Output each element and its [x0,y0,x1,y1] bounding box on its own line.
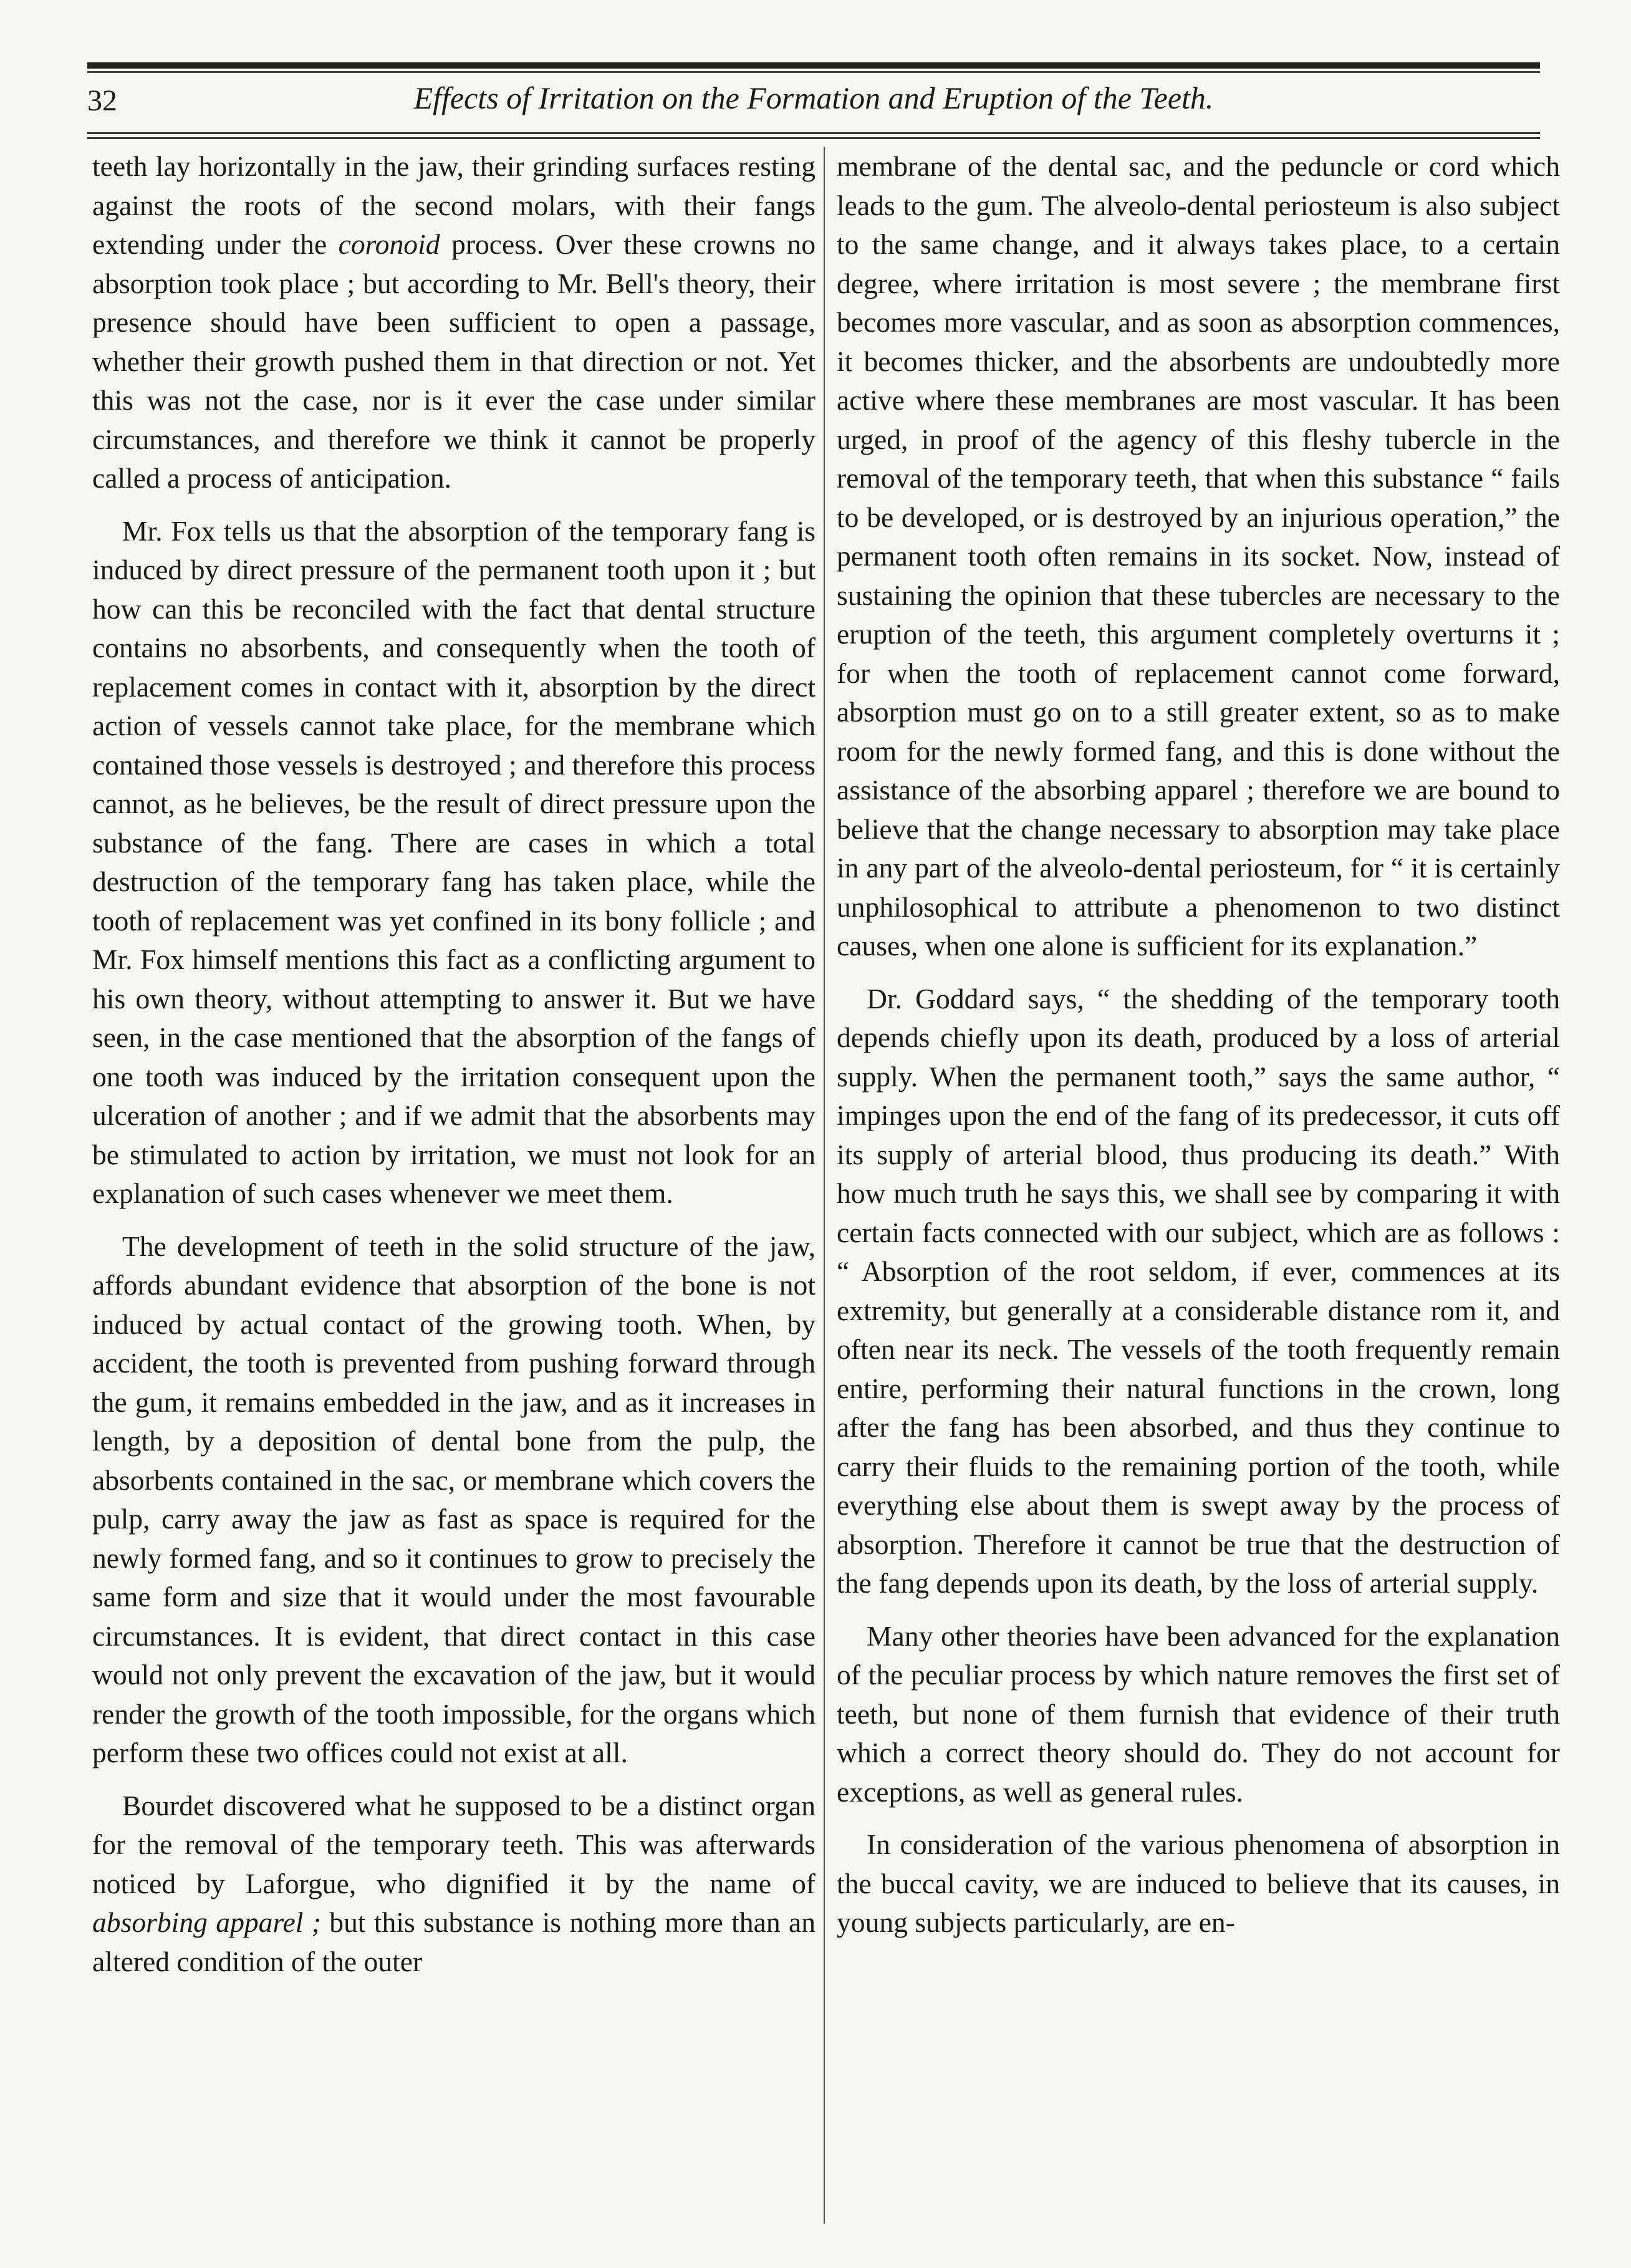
text-run: but this substance is nothing more than an altered condition of the outer [92,1906,816,1977]
paragraph: Many other theories have been advanced for the explanation of the peculiar process by which nature removes the first set of teeth, but none of them furnish that evidence of their truth which a correct theory should do. They do not account for exceptions, as well as general rules. [837,1619,1560,1808]
text-run: teeth lay horizontally in the jaw, their grinding surfaces resting against the roots of the second molars, with their fangs extending under the [92,150,816,260]
column-divider [824,147,825,2224]
running-head: Effects of Irritation on the Formation and Eruption of the Teeth. [413,80,1214,115]
italic-term: absorbing apparel ; [92,1906,321,1938]
text-run: process. Over these crowns no absorption took place ; but according to Mr. Bell's theory, their presence should have been sufficient to open a passage, whether their growth pushed them in that direction or not. Yet this was not the case, nor is it ever the case under similar circumstances, and therefore we think it cannot be properly called a process of anticipation. [92,228,816,494]
paragraph: membrane of the dental sac, and the peduncle or cord which leads to the gum. The alveolo-dental periosteum is also subject to the same change, and it always takes place, to a certain degree, where irritation is most severe ; the membrane first becomes more vascular, and as soon as absorption commences, it becomes thicker, and the absorbents are undoubtedly more active where these membranes are most vascular. It has been urged, in proof of the agency of this fleshy tubercle in the removal of the temporary teeth, that when this substance “ fails to be developed, or is destroyed by an injurious operation,” the permanent tooth often remains in its socket. Now, instead of sustaining the opinion that these tubercles are necessary to the eruption of the teeth, this argument completely overturns it ; for when the tooth of replacement cannot come forward, absorption must go on to a still greater extent, so as to make room for the newly formed fang, and this is done without the assistance of the absorbing apparel ; therefore we are bound to believe that the change necessary to absorption may take place in any part of the alveolo-dental periosteum, for “ it is certainly unphilosophical to attribute a phenomenon to two distinct causes, when one alone is sufficient for its explanation.” [837,150,1560,962]
page-header [87,80,1540,130]
paragraph [92,147,816,498]
paragraph: In consideration of the various phenomena of absorption in the buccal cavity, we are induced to believe that its causes, in young subjects particularly, are en- [837,1828,1560,1938]
paragraph [92,1787,816,1982]
left-column [92,147,816,2230]
header-rule [87,132,1540,134]
right-column [837,147,1560,2230]
header-rule-double [87,137,1540,139]
top-rule-thin [87,71,1540,73]
page-number: 32 [87,84,117,117]
paragraph: Dr. Goddard says, “ the shedding of the temporary tooth depends chiefly upon its death, produced by a loss of arterial supply. When the permanent tooth,” says the same author, “ impinges upon the end of the fang of its predecessor, it cuts off its supply of arterial blood, thus producing its death.” With how much truth he says this, we shall see by comparing it with certain facts connected with our subject, which are as follows : “ Absorption of the root seldom, if ever, commences at its extremity, but generally at a considerable distance rom it, and often near its neck. The vessels of the tooth frequently remain entire, performing their natural functions in the crown, long after the fang has been absorbed, and thus they continue to carry their fluids to the remaining portion of the tooth, while everything else about them is swept away by the process of absorption. Therefore it cannot be true that the destruction of the fang depends upon its death, by the loss of arterial supply. [837,982,1560,1599]
italic-term: coronoid [338,228,440,260]
paragraph: The development of teeth in the solid structure of the jaw, affords abundant evidence that absorption of the bone is not induced by actual contact of the growing tooth. When, by accident, the tooth is prevented from pushing forward through the gum, it remains embedded in the jaw, and as it increases in length, by a deposition of dental bone from the pulp, the absorbents contained in the sac, or membrane which covers the pulp, carry away the jaw as fast as space is required for the newly formed fang, and so it continues to grow to precisely the same form and size that it would under the most favourable circumstances. It is evident, that direct contact in this case would not only prevent the excavation of the jaw, but it would render the growth of the tooth impossible, for the organs which perform these two offices could not exist at all. [92,1230,816,1769]
text-run: Bourdet discovered what he supposed to be a distinct organ for the removal of the temporary teeth. This was afterwards noticed by Laforgue, who dignified it by the name of [92,1789,816,1899]
paragraph: Mr. Fox tells us that the absorption of the temporary fang is induced by direct pressure of the permanent tooth upon it ; but how can this be reconciled with the fact that dental structure contains no absorbents, and consequently when the tooth of replacement comes in contact with it, absorption by the direct action of vessels cannot take place, for the membrane which contained those vessels is destroyed ; and therefore this process cannot, as he believes, be the result of direct pressure upon the substance of the fang. There are cases in which a total destruction of the temporary fang has taken place, while the tooth of replacement was yet confined in its bony follicle ; and Mr. Fox himself mentions this fact as a conflicting argument to his own theory, without attempting to answer it. But we have seen, in the case mentioned that the absorption of the fangs of one tooth was induced by the irritation consequent upon the ulceration of another ; and if we admit that the absorbents may be stimulated to action by irritation, we must not look for an explanation of such cases whenever we meet them. [92,514,816,1209]
top-rule [87,62,1540,69]
